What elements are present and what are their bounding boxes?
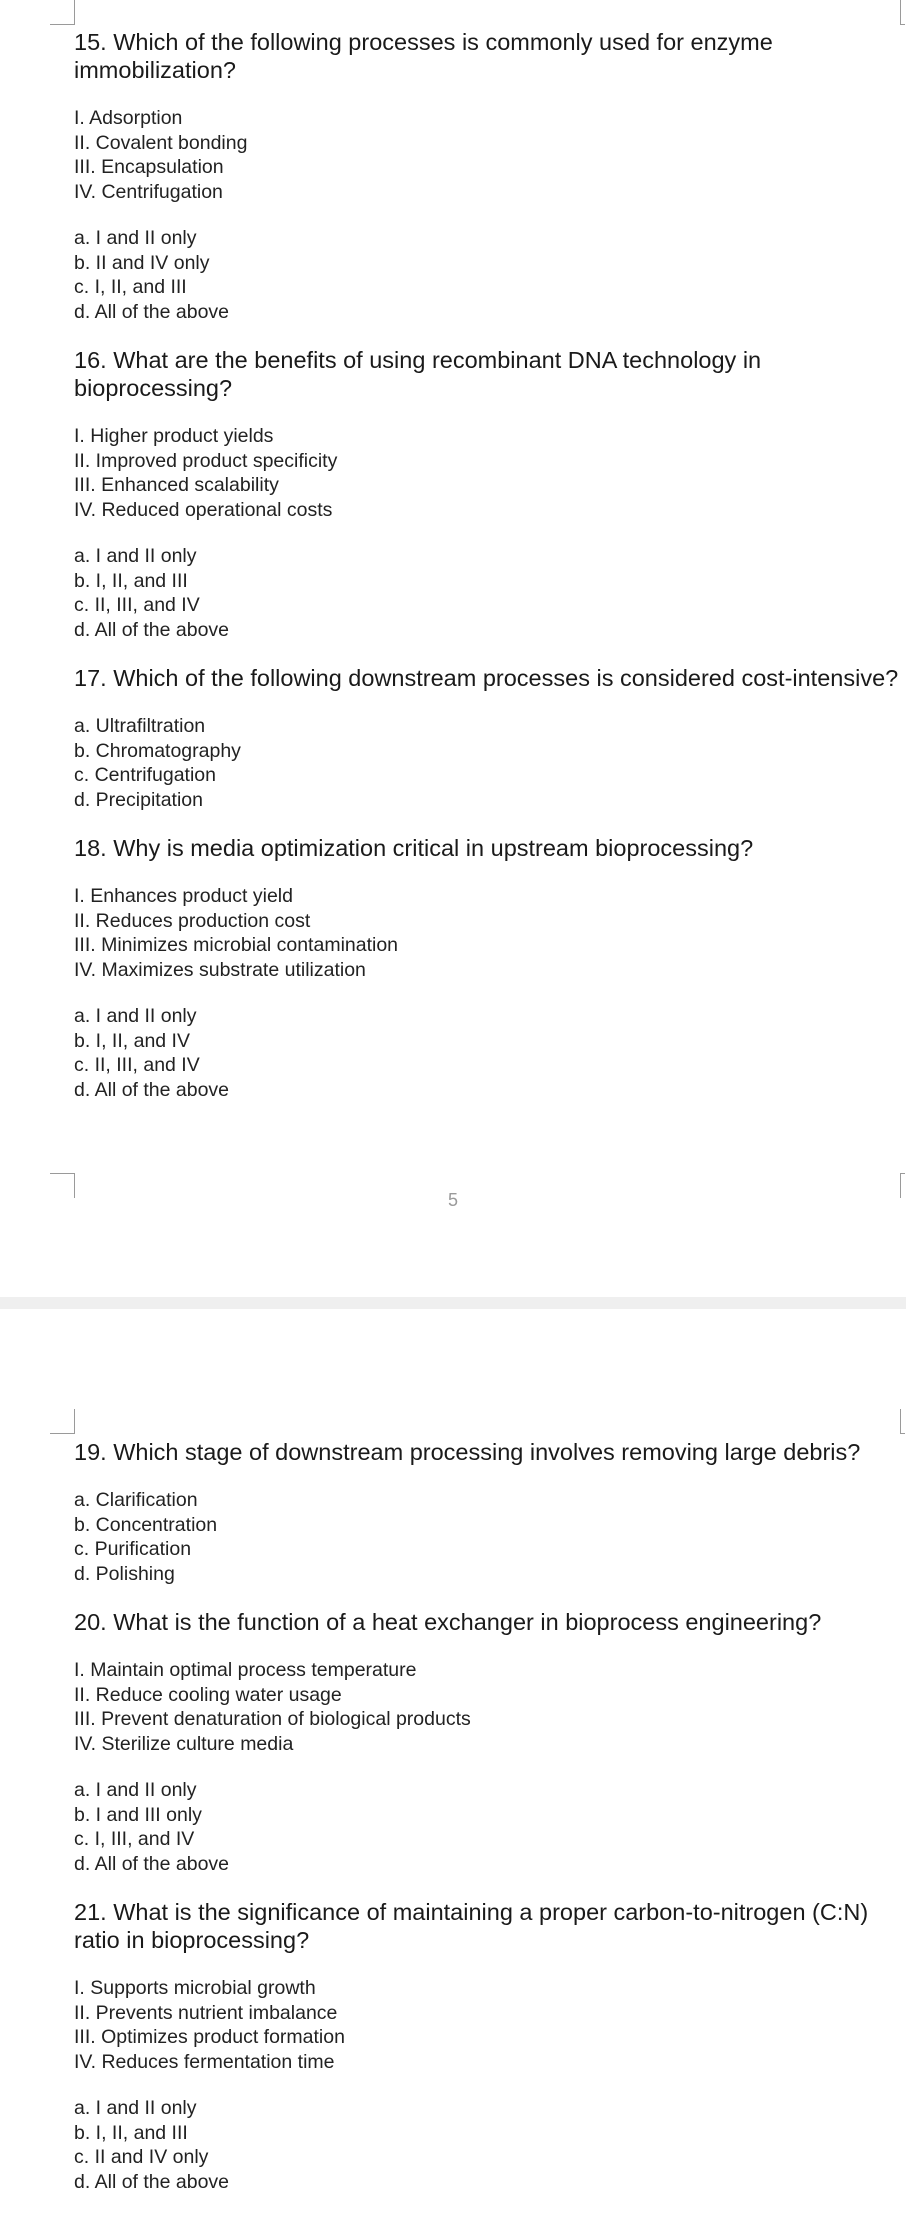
answer-choice: d. All of the above xyxy=(74,1078,230,1101)
question-16 xyxy=(74,346,906,642)
statement-item: I. Maintain optimal process temperature xyxy=(74,1659,417,1681)
answer-choice-list xyxy=(74,1778,906,1876)
statement-item: III. Minimizes microbial contamination xyxy=(74,934,399,956)
question-15 xyxy=(74,28,906,324)
question-18 xyxy=(74,834,906,1102)
answer-choice: a. I and II only xyxy=(74,545,197,567)
statement-list xyxy=(74,1658,906,1756)
crop-mark-top-left xyxy=(50,1409,75,1434)
answer-choice: d. Precipitation xyxy=(74,788,203,811)
question-title: 15. Which of the following processes is commonly used for enzyme immobilization? xyxy=(74,29,773,83)
answer-choice-list xyxy=(74,714,906,812)
answer-choice: d. All of the above xyxy=(74,300,230,323)
question-19 xyxy=(74,1438,906,1586)
answer-choice: d. Polishing xyxy=(74,1562,175,1585)
answer-choice: d. All of the above xyxy=(74,2170,230,2193)
statement-item: II. Prevents nutrient imbalance xyxy=(74,2001,338,2024)
document-page-6 xyxy=(0,1309,906,2232)
answer-choice: a. I and II only xyxy=(74,227,197,249)
answer-choice: c. Centrifugation xyxy=(74,764,216,786)
answer-choice: a. I and II only xyxy=(74,2097,197,2119)
statement-item: III. Prevent denaturation of biological products xyxy=(74,1708,471,1730)
question-title: 16. What are the benefits of using recombinant DNA technology in bioprocessing? xyxy=(74,347,762,401)
page-number: 5 xyxy=(447,1190,458,1210)
answer-choice: b. I, II, and IV xyxy=(74,1029,190,1052)
question-title: 19. Which stage of downstream processing involves removing large debris? xyxy=(74,1439,861,1465)
statement-item: IV. Centrifugation xyxy=(74,180,223,203)
answer-choice-list xyxy=(74,226,906,324)
statement-item: I. Adsorption xyxy=(74,107,183,129)
question-21 xyxy=(74,1898,906,2194)
answer-choice: c. I, III, and IV xyxy=(74,1828,195,1850)
question-title: 20. What is the function of a heat exchanger in bioprocess engineering? xyxy=(74,1609,822,1635)
page-content xyxy=(74,1438,906,2216)
answer-choice: d. All of the above xyxy=(74,1852,230,1875)
answer-choice-list xyxy=(74,2096,906,2194)
answer-choice: a. I and II only xyxy=(74,1005,197,1027)
answer-choice: c. II and IV only xyxy=(74,2146,209,2168)
question-20 xyxy=(74,1608,906,1876)
statement-item: III. Encapsulation xyxy=(74,156,224,178)
answer-choice: b. Concentration xyxy=(74,1513,218,1536)
statement-item: IV. Sterilize culture media xyxy=(74,1732,294,1755)
statement-item: IV. Reduced operational costs xyxy=(74,498,333,521)
answer-choice: c. Purification xyxy=(74,1538,192,1560)
crop-mark-top-right xyxy=(900,1409,905,1434)
crop-mark-top-left xyxy=(50,0,75,25)
statement-item: IV. Reduces fermentation time xyxy=(74,2050,335,2073)
question-title: 21. What is the significance of maintaining a proper carbon-to-nitrogen (C:N) ratio in bioprocessing? xyxy=(74,1899,869,1953)
answer-choice: b. I, II, and III xyxy=(74,2121,188,2144)
statement-item: III. Enhanced scalability xyxy=(74,474,279,496)
answer-choice: b. II and IV only xyxy=(74,251,210,274)
page-separator xyxy=(0,1297,906,1309)
statement-item: II. Covalent bonding xyxy=(74,131,248,154)
question-title: 18. Why is media optimization critical in upstream bioprocessing? xyxy=(74,835,754,861)
answer-choice: c. II, III, and IV xyxy=(74,594,200,616)
statement-list xyxy=(74,424,906,522)
answer-choice-list xyxy=(74,1004,906,1102)
statement-item: I. Higher product yields xyxy=(74,425,274,447)
answer-choice: c. II, III, and IV xyxy=(74,1054,200,1076)
crop-mark-top-right xyxy=(900,0,905,25)
answer-choice: b. Chromatography xyxy=(74,739,241,762)
answer-choice: d. All of the above xyxy=(74,618,230,641)
answer-choice: b. I and III only xyxy=(74,1803,202,1826)
answer-choice: b. I, II, and III xyxy=(74,569,188,592)
answer-choice-list xyxy=(74,1488,906,1586)
statement-item: II. Improved product specificity xyxy=(74,449,338,472)
page-content xyxy=(74,28,906,1124)
statement-item: I. Supports microbial growth xyxy=(74,1977,316,1999)
statement-item: IV. Maximizes substrate utilization xyxy=(74,958,366,981)
answer-choice: a. Clarification xyxy=(74,1489,198,1511)
question-title: 17. Which of the following downstream processes is considered cost-intensive? xyxy=(74,665,899,691)
statement-item: I. Enhances product yield xyxy=(74,885,293,907)
question-17 xyxy=(74,664,906,812)
statement-list xyxy=(74,884,906,982)
answer-choice-list xyxy=(74,544,906,642)
answer-choice: a. Ultrafiltration xyxy=(74,715,206,737)
answer-choice: a. I and II only xyxy=(74,1779,197,1801)
statement-item: II. Reduce cooling water usage xyxy=(74,1683,342,1706)
statement-list xyxy=(74,106,906,204)
statement-item: II. Reduces production cost xyxy=(74,909,311,932)
statement-item: III. Optimizes product formation xyxy=(74,2026,345,2048)
answer-choice: c. I, II, and III xyxy=(74,276,187,298)
statement-list xyxy=(74,1976,906,2074)
